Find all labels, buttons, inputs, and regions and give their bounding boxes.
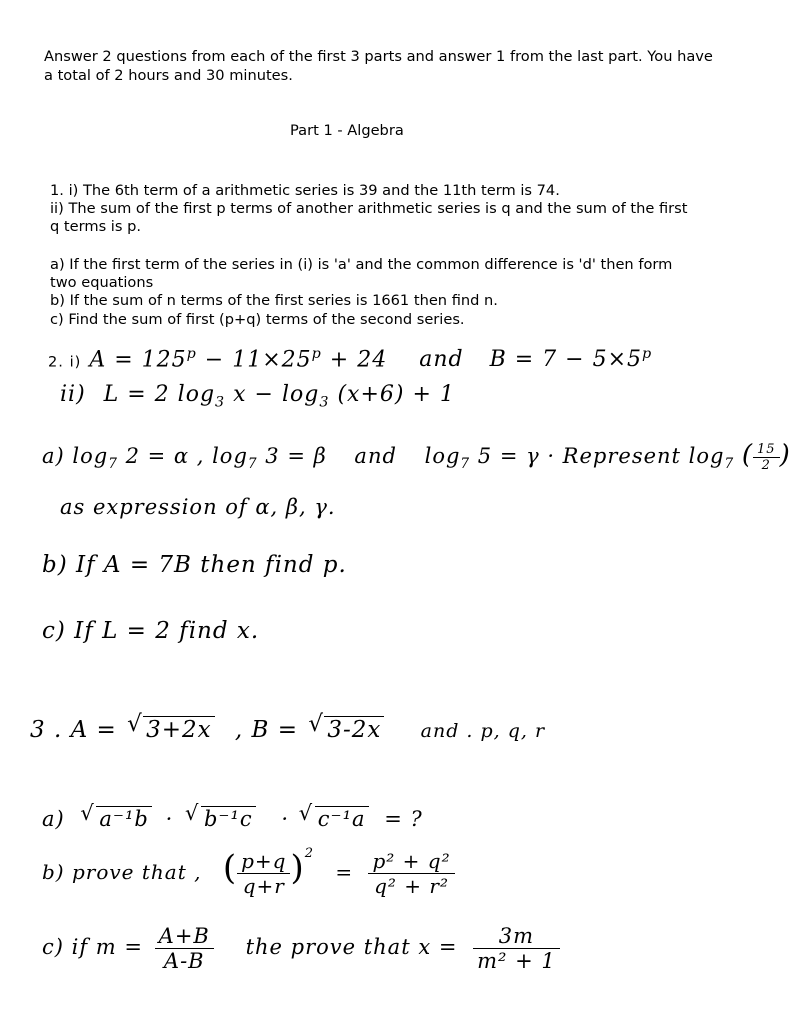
q2-L-mid: x − log <box>233 382 320 407</box>
q1-part-a-line-2: two equations <box>50 274 154 291</box>
q3-A-radicand: √ 3+2x <box>143 716 215 743</box>
q1-part-c: c) Find the sum of first (p+q) terms of the second series. <box>50 311 465 328</box>
q1-line-3: q terms is p. <box>50 218 142 235</box>
q2-part-a-line-2: as expression of α, β, γ. <box>60 495 336 519</box>
q2-and: and <box>419 347 464 373</box>
q3-part-c <box>42 924 560 973</box>
q2-a-sub2: 7 <box>247 456 258 473</box>
q2-a-sub1: 7 <box>108 456 118 473</box>
q3-b-rhs-num: p² + q² <box>368 849 454 874</box>
q2-line-ii <box>60 382 455 410</box>
q3-a-root2: √ b⁻¹c <box>201 806 256 831</box>
q2-L-expr: L = 2 log <box>103 382 216 407</box>
q1-part-a-line-1: a) If the first term of the series in (i) is 'a' and the common difference is 'd' then form <box>50 256 673 273</box>
q3-b-num: p+q <box>237 849 290 874</box>
q2-label: 2. i) <box>48 353 82 371</box>
q2-a-fraction <box>753 442 780 473</box>
q2-a-frac-den: 2 <box>761 458 771 473</box>
q3-tail: and . p, q, r <box>420 720 546 742</box>
q2-a-text5: 5 = γ · Represent log <box>477 444 725 468</box>
q2-L-sub1: 3 <box>215 394 226 411</box>
q3-line-main <box>30 716 545 743</box>
q2-B-expr: B = 7 − 5×5 <box>489 347 643 373</box>
q3-b-fraction <box>237 849 290 898</box>
q3-a-root1: √ a⁻¹b <box>96 806 151 831</box>
part-title: Part 1 - Algebra <box>290 122 404 139</box>
q3-part-b: b) prove that , ( $\frac{p+q}{q+r}$ )$^2$ = $\frac{\text{p² + q²}}{\text{q² + r²}}$ <box>42 846 455 898</box>
q3-b-label: b) prove that , <box>42 860 202 884</box>
q2-A-exp2: p <box>311 346 322 362</box>
q3-label: 3 . A = <box>30 717 117 743</box>
q3-c-rhs-den: m² + 1 <box>477 949 556 973</box>
q3-a-label: a) <box>42 807 65 831</box>
q2-ii-label: ii) <box>60 382 86 407</box>
q2-A-end: + 24 <box>329 347 388 373</box>
q2-a-text4: log <box>424 444 461 468</box>
q2-a-sub4: 7 <box>724 456 735 473</box>
q2-B-exp: p <box>642 346 653 362</box>
q3-b-power: 2 <box>304 846 314 861</box>
q3-c-rhs-num: 3m <box>473 924 560 949</box>
q2-a-text1: a) log <box>42 444 109 468</box>
q2-a-text3: 3 = β <box>265 444 327 468</box>
q3-c-den: A-B <box>163 949 205 973</box>
q2-L-sub2: 3 <box>319 394 330 411</box>
q2-line-i <box>48 346 652 372</box>
q3-b-den: q+r <box>242 874 285 898</box>
q1-part-b: b) If the sum of n terms of the first series is 1661 then find n. <box>50 292 498 309</box>
q3-B-label: , B = <box>234 717 299 743</box>
q3-c-label: c) if m = <box>42 935 143 959</box>
q3-c-rhs-fraction <box>473 924 560 973</box>
q3-c-num: A+B <box>155 924 214 949</box>
q2-a-sub3: 7 <box>460 456 471 473</box>
q3-b-rhs-fraction <box>368 849 454 898</box>
q2-part-b: b) If A = 7B then find p. <box>42 552 347 578</box>
q3-a-root3: √ c⁻¹a <box>315 806 369 831</box>
q2-part-c: c) If L = 2 find x. <box>42 618 260 644</box>
q3-c-fraction <box>155 924 214 973</box>
q3-a-end: = ? <box>384 807 423 831</box>
q2-A-exp1: p <box>186 346 197 362</box>
q2-a-text2: 2 = α , log <box>125 444 248 468</box>
q2-A-mid: − 11×25 <box>204 347 312 373</box>
q3-part-a: a) √ a⁻¹b · √ b⁻¹c · √ c⁻¹a = ? <box>42 806 423 831</box>
instructions-line-1: Answer 2 questions from each of the first 3 parts and answer 1 from the last part. You have <box>44 48 713 65</box>
q2-L-end: (x+6) + 1 <box>337 382 455 407</box>
q2-part-a-line-1: a) $\log_7 2 = \alpha$ , $\log_7 3 = \beta$ and $\log_7 5 = \gamma$ · Represent $\log_7$ ( $\frac{15}{2}$ ) <box>42 440 791 473</box>
q2-a-frac-num: 15 <box>753 442 780 458</box>
q2-A-expr: A = 125 <box>89 347 187 373</box>
q3-b-rhs-den: q² + r² <box>374 874 449 898</box>
q2-a-and: and <box>354 444 397 468</box>
q3-B-radicand: √ 3-2x <box>324 716 384 743</box>
q1-line-2: ii) The sum of the first p terms of another arithmetic series is q and the sum of the first <box>50 200 688 217</box>
q3-c-mid: the prove that x = <box>245 935 458 959</box>
instructions-line-2: a total of 2 hours and 30 minutes. <box>44 67 293 84</box>
q1-line-1: 1. i) The 6th term of a arithmetic series is 39 and the 11th term is 74. <box>50 182 560 199</box>
